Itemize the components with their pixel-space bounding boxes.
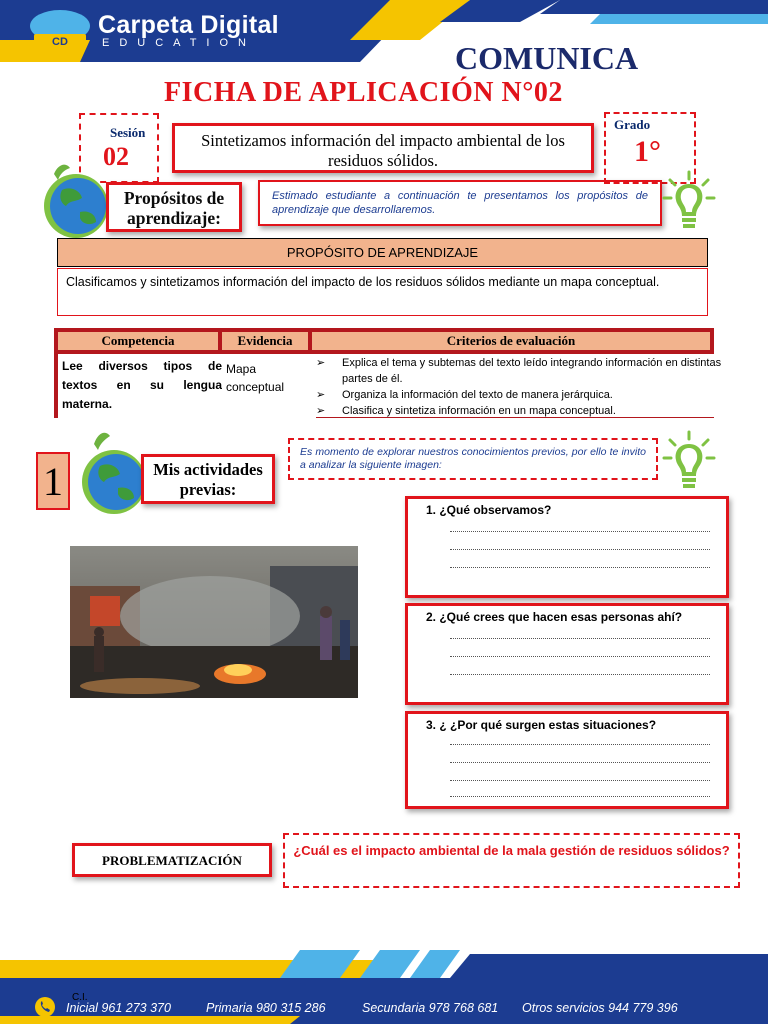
activities-note: Es momento de explorar nuestros conocimientos previos, por ello te invito a analizar la siguiente imagen: (288, 438, 658, 480)
competency-table (54, 328, 722, 418)
answer-line[interactable] (450, 656, 710, 657)
question-label: 3. ¿ ¿Por qué surgen estas situaciones? (426, 718, 657, 732)
footer-initials: C.I. (72, 992, 88, 1003)
brand-name: Carpeta Digital (98, 11, 279, 39)
question-box-3 (405, 711, 729, 809)
table-cell-evidencia: Mapa conceptual (222, 354, 316, 428)
problem-question: ¿Cuál es el impacto ambiental de la mala gestión de residuos sólidos? (283, 833, 740, 888)
grade-label: Grado (614, 117, 651, 132)
session-value: 02 (103, 142, 129, 171)
question-box-1 (405, 496, 729, 598)
lightbulb-icon (662, 430, 716, 492)
landfill-photo (70, 546, 358, 698)
lightbulb-icon (662, 170, 716, 232)
purposes-title-line2: aprendizaje: (127, 208, 221, 228)
page-title: FICHA DE APLICACIÓN N°02 (164, 77, 563, 108)
footer-otros: Otros servicios 944 779 396 (522, 1001, 678, 1015)
footer-inicial: Inicial 961 273 370 (66, 1001, 171, 1015)
session-label: Sesión (110, 125, 146, 140)
table-header-competencia: Competencia (58, 332, 218, 350)
activities-title-line1: Mis actividades (153, 460, 263, 479)
purposes-title (106, 182, 242, 232)
footer-primaria: Primaria 980 315 286 (206, 1001, 326, 1015)
answer-line[interactable] (450, 762, 710, 763)
criterion-item: ➢ Clasifica y sintetiza información en un mapa conceptual. (316, 405, 616, 417)
activities-title (141, 454, 275, 504)
topic-box: Sintetizamos información del impacto ambiental de los residuos sólidos. (172, 123, 594, 173)
answer-line[interactable] (450, 531, 710, 532)
table-cell-criterios (312, 354, 744, 417)
answer-line[interactable] (450, 638, 710, 639)
answer-line[interactable] (450, 567, 710, 568)
table-header-criterios: Criterios de evaluación (312, 332, 710, 350)
purpose-body: Clasificamos y sintetizamos información del impacto de los residuos sólidos mediante un mapa conceptual. (57, 268, 708, 316)
svg-text:CD: CD (52, 36, 68, 48)
logo-mark (28, 8, 92, 50)
phone-icon (34, 996, 56, 1018)
footer-secundaria: Secundaria 978 768 681 (362, 1001, 499, 1015)
criterion-item: ➢ Explica el tema y subtemas del texto leído integrando información en distintas partes de él. (316, 357, 722, 385)
purposes-note: Estimado estudiante a continuación te presentamos los propósitos de aprendizaje que desarrollaremos. (258, 180, 662, 226)
answer-line[interactable] (450, 744, 710, 745)
answer-line[interactable] (450, 780, 710, 781)
purposes-title-line1: Propósitos de (123, 188, 225, 208)
globe-icon (36, 160, 116, 240)
criterion-item: ➢ Organiza la información del texto de manera jerárquica. (316, 389, 613, 401)
course-title: COMUNICA (455, 40, 639, 76)
grade-value: 1° (634, 135, 661, 168)
answer-line[interactable] (450, 549, 710, 550)
question-label: 2. ¿Qué crees que hacen esas personas ahí? (426, 610, 683, 624)
question-box-2 (405, 603, 729, 705)
problem-label: PROBLEMATIZACIÓN (72, 843, 272, 877)
brand-sub: EDUCATION (102, 37, 256, 49)
question-label: 1. ¿Qué observamos? (426, 503, 552, 517)
table-cell-competencia: Lee diversos tipos de textos en su lengua materna. (58, 354, 226, 422)
activities-title-line2: previas: (179, 480, 237, 499)
purpose-header: PROPÓSITO DE APRENDIZAJE (57, 238, 708, 267)
answer-line[interactable] (450, 796, 710, 797)
section-number: 1 (36, 452, 70, 510)
table-header-evidencia: Evidencia (222, 332, 308, 350)
answer-line[interactable] (450, 674, 710, 675)
